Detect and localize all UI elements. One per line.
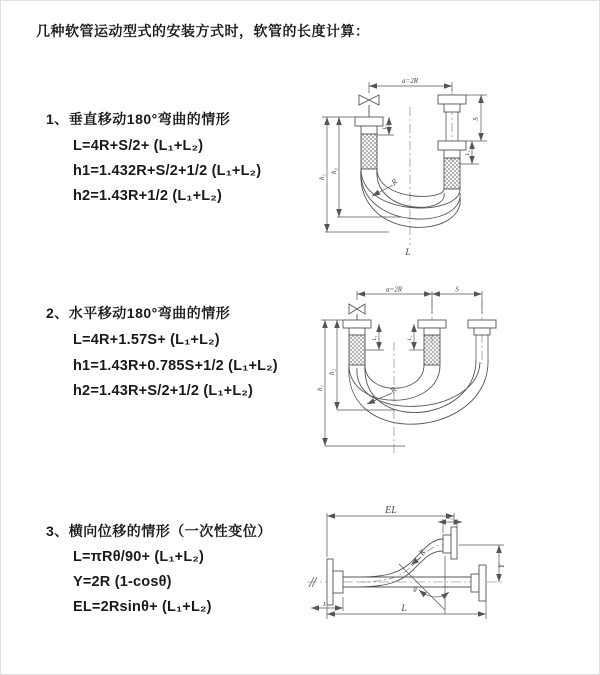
- left-flange: [355, 117, 383, 134]
- section3-formula-L: L=πRθ/90+ (L₁+L₂): [73, 549, 205, 565]
- section1-formula-h1: h1=1.432R+S/2+1/2 (L₁+L₂): [73, 163, 262, 179]
- dim-label-h2: h₂: [328, 369, 336, 375]
- right-flange: [468, 320, 496, 335]
- dim-label-a2r: a=2R: [402, 77, 418, 85]
- right-flange: [471, 565, 486, 601]
- dim-label-l1: L₁: [372, 335, 378, 341]
- upper-flange: [443, 527, 457, 559]
- dim-label-l2: L₂: [407, 335, 413, 341]
- dim-label-r: R: [417, 547, 428, 558]
- right-flange-lower: [438, 141, 466, 158]
- dim-label-l: L: [401, 604, 407, 614]
- dim-label-a2r: a=2R: [386, 285, 402, 294]
- left-braid-section: [349, 335, 365, 365]
- dim-label-l2: L₂: [447, 515, 453, 521]
- dim-label-l: L: [405, 248, 411, 258]
- dim-label-s: S: [472, 117, 480, 121]
- middle-braid-section: [424, 335, 440, 365]
- section3-formula-EL: EL=2Rsinθ+ (L₁+L₂): [73, 599, 212, 615]
- valve-icon: [349, 304, 365, 320]
- middle-flange: [418, 320, 446, 335]
- hose-u-arcs: [349, 360, 488, 424]
- page-title: 几种软管运动型式的安装方式时，软管的长度计算：: [36, 23, 370, 39]
- right-flange-upper: [438, 95, 466, 112]
- dim-label-r: R: [388, 385, 399, 396]
- section2-formula-h1: h1=1.43R+0.785S+1/2 (L₁+L₂): [73, 358, 278, 374]
- dim-label-h2: h₂: [330, 168, 338, 174]
- dim-label-el: EL: [385, 505, 397, 516]
- valve-icon: [359, 95, 379, 117]
- dim-label-l2: L₂: [465, 150, 471, 156]
- dim-label-l1: L₁: [382, 124, 388, 130]
- diagram-horizontal-180-bend: [309, 284, 599, 464]
- right-braid-section: [444, 158, 460, 189]
- dim-label-h1: h₁: [316, 385, 324, 391]
- section2-formula-L: L=4R+1.57S+ (L₁+L₂): [73, 332, 220, 348]
- dim-label-s: S: [455, 285, 459, 294]
- dim-label-l1: L₁: [323, 602, 329, 608]
- diagram-lateral-displacement: [299, 501, 599, 661]
- hose-curved-position: [357, 539, 443, 587]
- section3-heading: 3、横向位移的情形（一次性变位）: [46, 523, 272, 539]
- section1-formula-h2: h2=1.43R+1/2 (L₁+L₂): [73, 188, 223, 204]
- section1-formula-L: L=4R+S/2+ (L₁+L₂): [73, 138, 204, 154]
- dimension-lines: [311, 513, 504, 619]
- dim-label-theta: θ: [413, 586, 417, 594]
- left-braid-section: [361, 134, 377, 169]
- section3-formula-Y: Y=2R (1-cosθ): [73, 574, 172, 590]
- dimension-lines: [322, 82, 487, 232]
- section2-formula-h2: h2=1.43R+S/2+1/2 (L₁+L₂): [73, 383, 254, 399]
- dim-label-r: R: [389, 177, 400, 188]
- section1-heading: 1、垂直移动180°弯曲的情形: [46, 111, 231, 127]
- left-flange: [343, 320, 371, 335]
- diagram-vertical-180-bend: [309, 69, 599, 269]
- dim-label-y: Y: [497, 563, 506, 569]
- dimension-lines: [321, 291, 482, 446]
- dim-label-h1: h₁: [318, 174, 326, 180]
- section2-heading: 2、水平移动180°弯曲的情形: [46, 305, 231, 321]
